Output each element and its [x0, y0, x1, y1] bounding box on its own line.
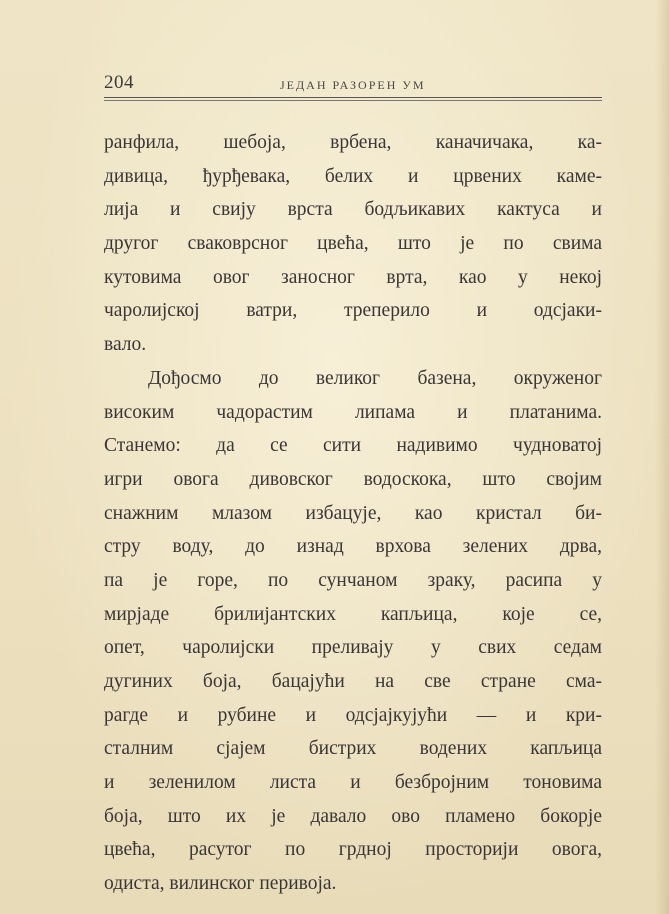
header-rule-secondary	[104, 100, 602, 101]
text-line: па је горе, по сунчаном зраку, расипа у	[104, 569, 602, 591]
text-line: дивица, ђурђевака, белих и црвених каме-	[104, 165, 602, 187]
text-line: игри овога дивовског водоскока, што својим	[104, 468, 602, 490]
text-line: цвећа, расутог по грдној просторији овога,	[104, 839, 602, 861]
text-line: другог сваковрсног цвећа, што је по свима	[104, 233, 602, 255]
text-line: кутовима овог заносног врта, као у некој	[104, 266, 602, 288]
text-line: рагде и рубине и одсјајкујући — и кри-	[104, 704, 602, 726]
paragraph-1	[104, 126, 602, 362]
text-line: дугиних боја, бацајући на све стране сма-	[104, 671, 602, 692]
text-line: опет, чаролијски преливају у свих седам	[104, 637, 602, 659]
text-line: сталним сјајем бистрих водених капљица	[104, 738, 602, 760]
text-line: лија и свију врста бодљикавих кактуса и	[104, 199, 602, 221]
text-line: мирјаде брилијантских капљица, које се,	[104, 603, 602, 625]
page-header	[104, 68, 602, 104]
text-line: Станемо: да се сити надивимо чудноватој	[104, 435, 602, 457]
text-line: боја, што их је давало ово пламено бокорје	[104, 805, 602, 827]
page-edge-shadow	[655, 0, 669, 914]
page-number: 204	[104, 72, 134, 93]
body-text	[104, 126, 602, 901]
text-line: и зеленилом листа и безбројним тоновима	[104, 772, 602, 794]
text-line: чаролијској ватри, треперило и одсјаки-	[104, 300, 602, 322]
text-line: одиста, вилинског перивоја.	[104, 873, 337, 895]
text-line: Дођосмо до великог базена, окруженог	[148, 367, 602, 389]
text-line: високим чадорастим липама и платанима.	[104, 401, 602, 423]
running-title: ЈЕДАН РАЗОРЕН УМ	[280, 78, 426, 92]
text-line: стру воду, до изнад врхова зелених дрва,	[104, 536, 602, 558]
text-line: ранфила, шебоја, врбена, каначичака, ка-	[104, 132, 602, 153]
header-rule	[104, 97, 602, 98]
paragraph-2	[104, 362, 602, 901]
text-line: вало.	[104, 334, 147, 356]
text-line: снажним млазом избацује, као кристал би-	[104, 502, 602, 524]
